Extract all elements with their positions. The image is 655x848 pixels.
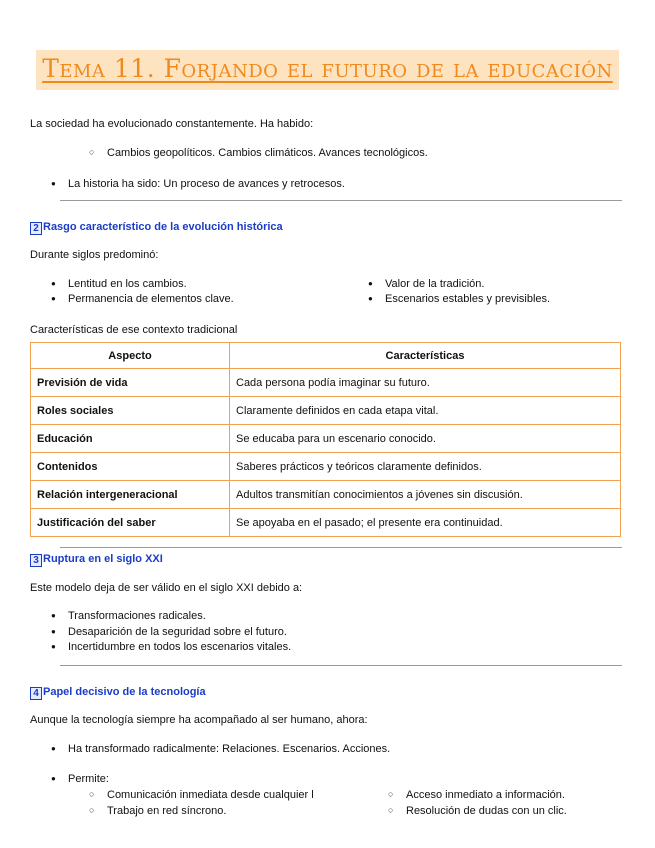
intro-text: La sociedad ha evolucionado constantemente. Ha habido: bbox=[30, 118, 314, 130]
list-item: ● Valor de la tradición. bbox=[385, 278, 484, 290]
table-header-cell: Aspecto bbox=[31, 343, 230, 369]
divider bbox=[60, 665, 622, 666]
list-item: ○ Resolución de dudas con un clic. bbox=[406, 805, 567, 817]
table-row bbox=[31, 509, 621, 537]
table-cell: Previsión de vida bbox=[31, 369, 230, 397]
list-item: ● Lentitud en los cambios. bbox=[68, 278, 187, 290]
table-row bbox=[31, 481, 621, 509]
list-item: ● Permite: bbox=[68, 773, 109, 785]
section4-heading bbox=[30, 686, 206, 700]
table-row bbox=[31, 453, 621, 481]
tradition-table bbox=[30, 342, 621, 537]
section3-heading bbox=[30, 553, 163, 567]
table-cell: Relación intergeneracional bbox=[31, 481, 230, 509]
table-row bbox=[31, 397, 621, 425]
list-item: ● Escenarios estables y previsibles. bbox=[385, 293, 550, 305]
table-cell: Se educaba para un escenario conocido. bbox=[230, 425, 621, 453]
section2-number-badge: 2 bbox=[30, 222, 42, 235]
table-header-row bbox=[31, 343, 621, 369]
list-item: ○ Trabajo en red síncrono. bbox=[107, 805, 226, 817]
table-cell: Educación bbox=[31, 425, 230, 453]
table-cell: Roles sociales bbox=[31, 397, 230, 425]
section4-heading-text: Papel decisivo de la tecnología bbox=[43, 686, 206, 698]
section2-heading-text: Rasgo característico de la evolución histórica bbox=[43, 221, 283, 233]
list-item: ○ Acceso inmediato a información. bbox=[406, 789, 565, 801]
page-title: Tema 11. Forjando el futuro de la educación bbox=[36, 50, 619, 90]
table-cell: Saberes prácticos y teóricos claramente definidos. bbox=[230, 453, 621, 481]
section3-lead: Este modelo deja de ser válido en el siglo XXI debido a: bbox=[30, 582, 303, 594]
title-wrapper bbox=[0, 50, 655, 90]
list-item: ● Transformaciones radicales. bbox=[68, 610, 206, 622]
section3-heading-text: Ruptura en el siglo XXI bbox=[43, 553, 163, 565]
divider bbox=[60, 200, 622, 201]
section2-lead: Durante siglos predominó: bbox=[30, 249, 159, 261]
section2-heading bbox=[30, 221, 283, 235]
table-cell: Claramente definidos en cada etapa vital. bbox=[230, 397, 621, 425]
list-item: ● Permanencia de elementos clave. bbox=[68, 293, 234, 305]
table-cell: Cada persona podía imaginar su futuro. bbox=[230, 369, 621, 397]
table-row bbox=[31, 425, 621, 453]
table-cell: Se apoyaba en el pasado; el presente era continuidad. bbox=[230, 509, 621, 537]
table-cell: Adultos transmitían conocimientos a jóvenes sin discusión. bbox=[230, 481, 621, 509]
intro-bullet: ● La historia ha sido: Un proceso de avances y retrocesos. bbox=[68, 178, 345, 190]
section4-lead: Aunque la tecnología siempre ha acompañado al ser humano, ahora: bbox=[30, 714, 368, 726]
list-item: ● Incertidumbre en todos los escenarios vitales. bbox=[68, 641, 291, 653]
intro-sub-item: ○ Cambios geopolíticos. Cambios climáticos. Avances tecnológicos. bbox=[107, 147, 428, 159]
list-item: ● Desaparición de la seguridad sobre el futuro. bbox=[68, 626, 287, 638]
table-header-cell: Características bbox=[230, 343, 621, 369]
section3-number-badge: 3 bbox=[30, 554, 42, 567]
divider bbox=[60, 547, 622, 548]
table-cell: Justificación del saber bbox=[31, 509, 230, 537]
table-cell: Contenidos bbox=[31, 453, 230, 481]
section4-number-badge: 4 bbox=[30, 687, 42, 700]
list-item: ● Ha transformado radicalmente: Relaciones. Escenarios. Acciones. bbox=[68, 743, 390, 755]
table-row bbox=[31, 369, 621, 397]
table-caption: Características de ese contexto tradicional bbox=[30, 324, 238, 336]
list-item: ○ Comunicación inmediata desde cualquier l bbox=[107, 789, 314, 801]
